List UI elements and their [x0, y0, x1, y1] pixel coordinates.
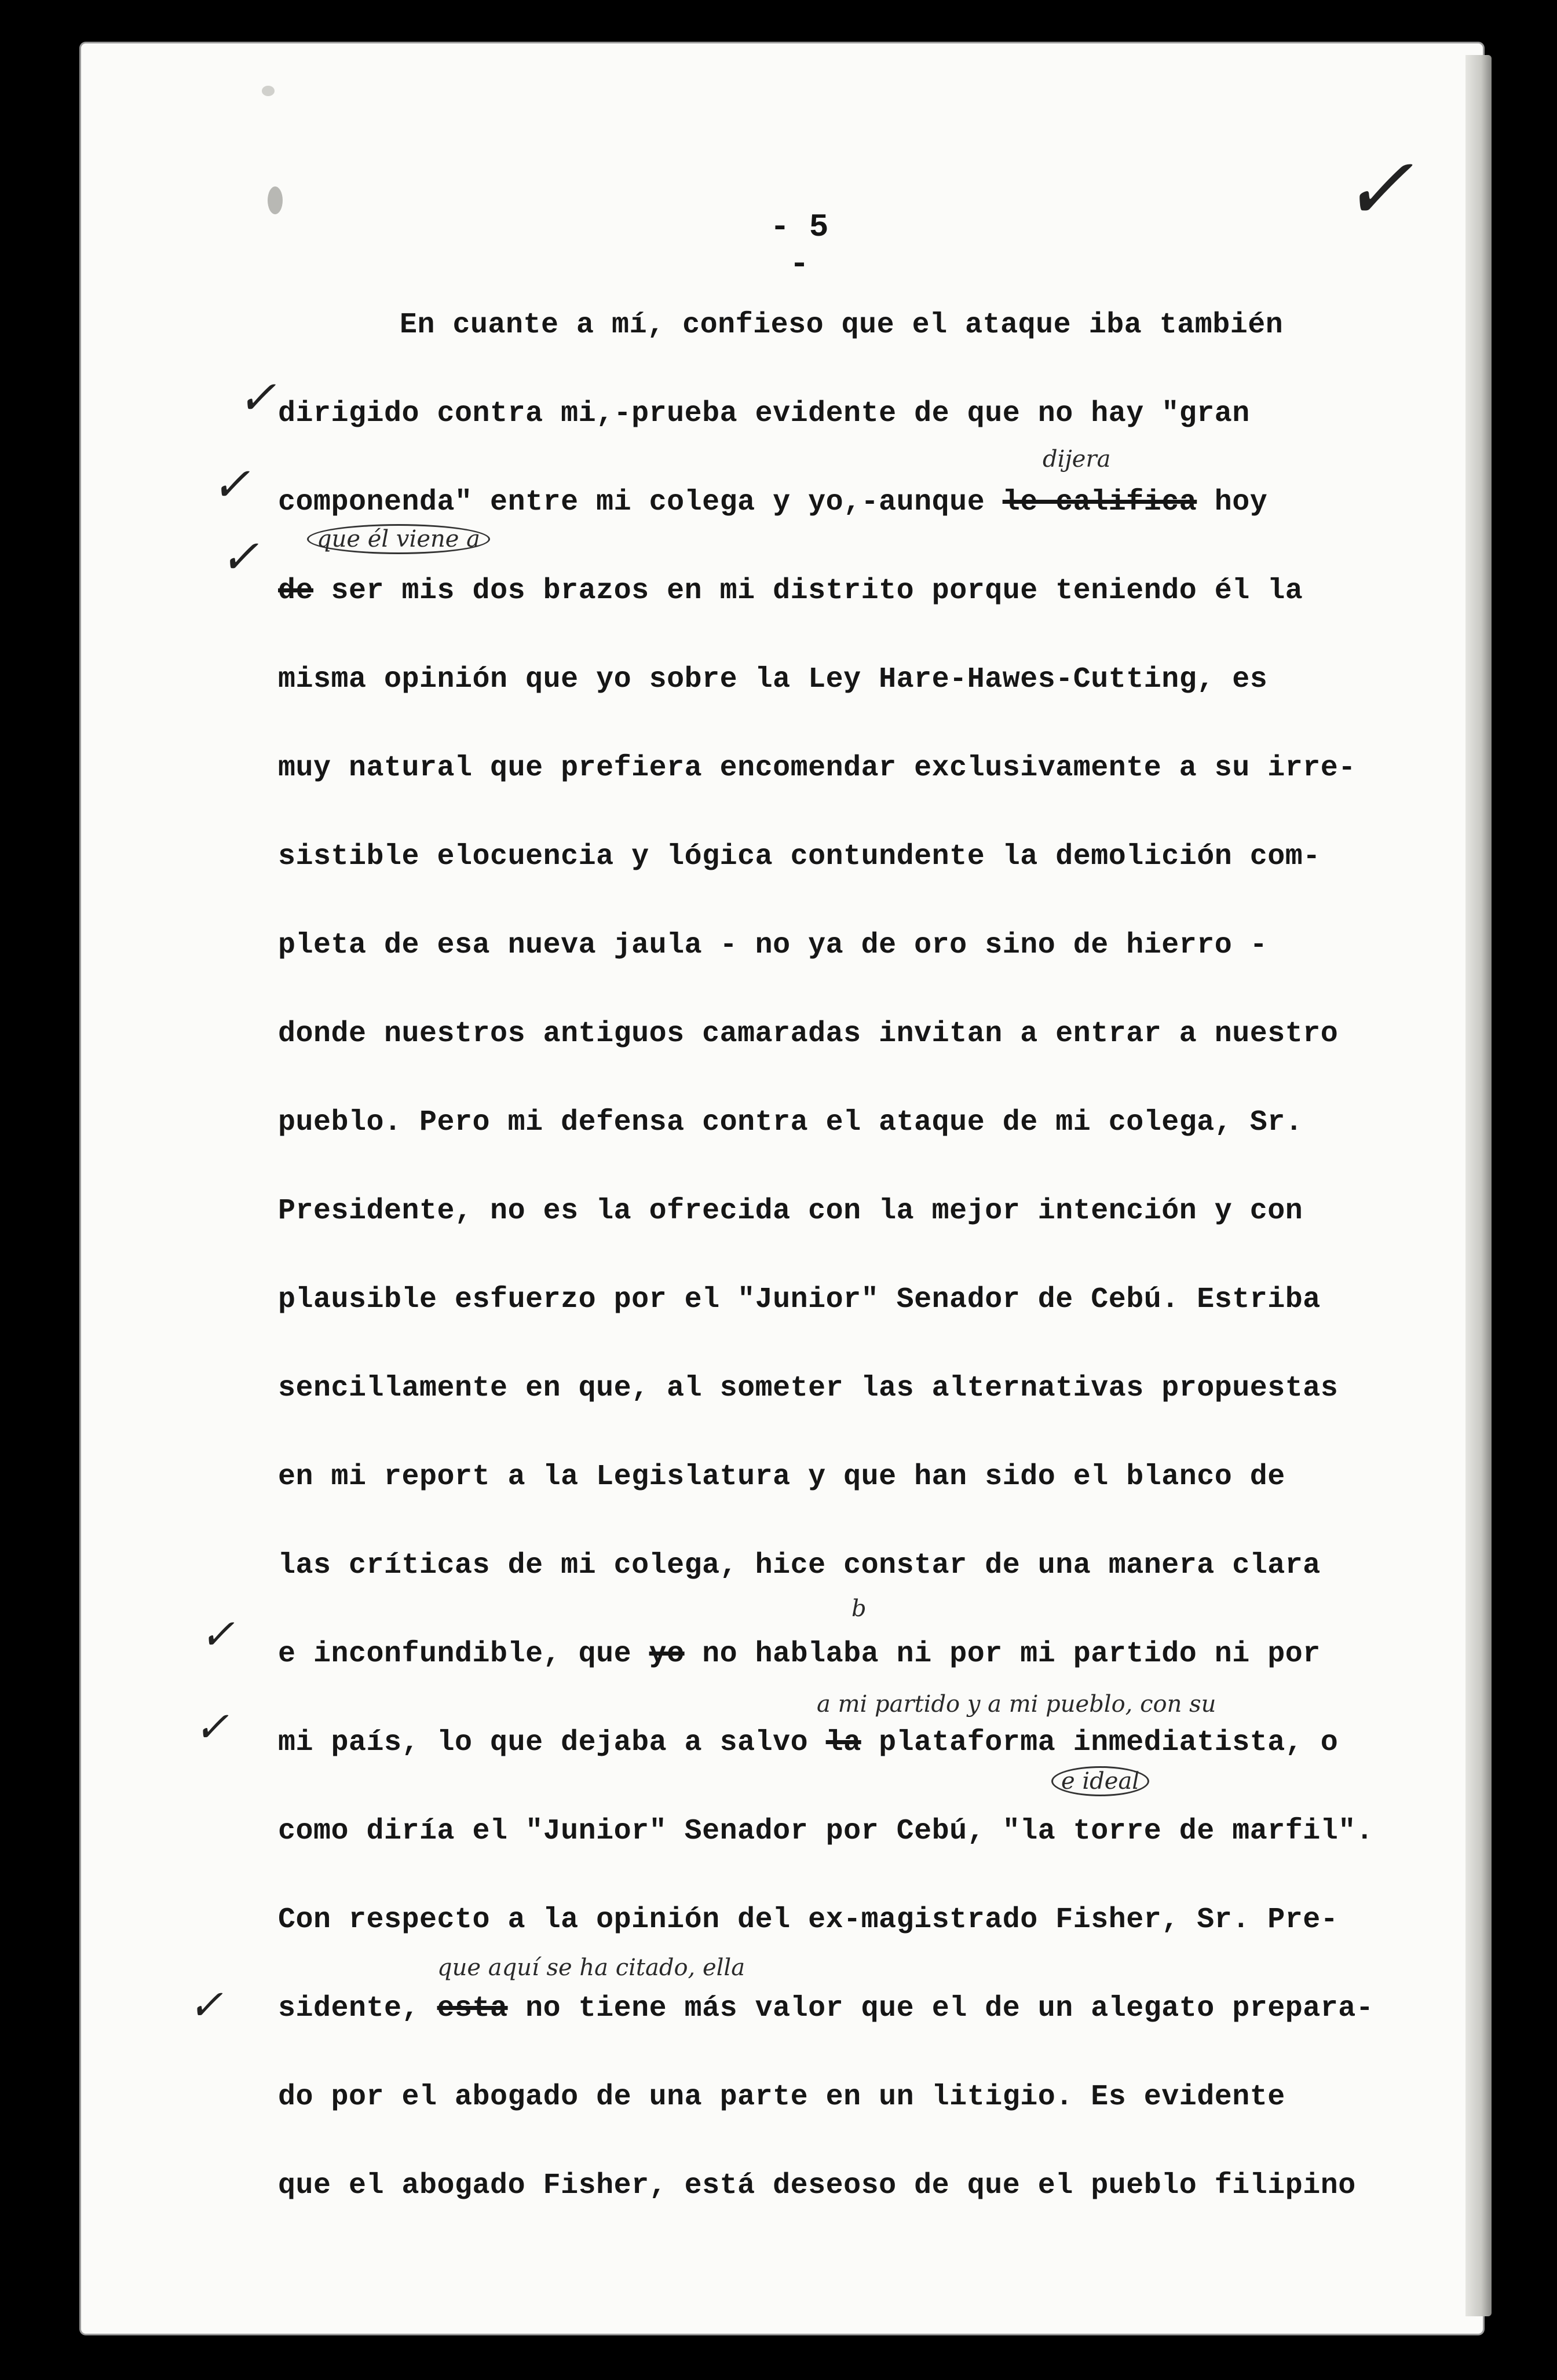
text-segment: en mi report a la Legislatura y que han sido el blanco de [278, 1460, 1285, 1493]
checkmark-icon: ✓ [188, 1980, 224, 2029]
text-segment: hoy [1197, 486, 1268, 519]
text-segment: que el abogado Fisher, está deseoso de que el pueblo filipino [278, 2169, 1356, 2202]
text-line [278, 1796, 1374, 1884]
checkmark-icon: ✓ [211, 457, 251, 511]
text-line [278, 1441, 1361, 1530]
text-segment: mi país, lo que dejaba a salvo [278, 1726, 826, 1759]
struck-text: la [825, 1726, 861, 1759]
text-line [278, 1087, 1361, 1176]
text-segment: sencillamente en que, al someter las alternativas propuestas [278, 1372, 1339, 1405]
text-segment: misma opinión que yo sobre la Ley Hare-Hawes-Cutting, es [278, 663, 1268, 696]
typed-text-body [278, 290, 1374, 2239]
text-segment: dirigido contra mi,-prueba evidente de que no hay "gran [278, 397, 1250, 430]
checkmark-icon: ✓ [194, 1702, 229, 1751]
text-segment: sidente, [278, 1992, 437, 2025]
handwritten-annotation: que aquí se ha citado, ella [437, 1954, 745, 1981]
text-segment: En cuante a mí, confieso que el ataque iba también [400, 309, 1284, 342]
text-segment: componenda" entre mi colega y yo,-aunque [278, 486, 1003, 519]
handwritten-annotation: b [851, 1595, 867, 1622]
text-segment: pleta de esa nueva jaula - no ya de oro sino de hierro - [278, 929, 1268, 962]
smudge-mark [262, 86, 275, 96]
text-line [278, 1176, 1361, 1264]
handwritten-annotation: e ideal [1051, 1766, 1149, 1796]
text-line [278, 1353, 1361, 1441]
text-segment: pueblo. Pero mi defensa contra el ataque de mi colega, Sr. [278, 1106, 1303, 1139]
handwritten-annotation: dijera [1043, 446, 1111, 473]
text-line [278, 644, 1361, 733]
text-segment: las críticas de mi colega, hice constar de una manera clara [278, 1549, 1321, 1582]
text-segment: donde nuestros antiguos camaradas invitan a entrar a nuestro [278, 1017, 1339, 1050]
text-line [278, 378, 1361, 467]
text-segment: e inconfundible, que [278, 1638, 649, 1671]
text-segment: no tiene más valor que el de un alegato prepara- [507, 1992, 1374, 2025]
text-line [278, 1973, 1374, 2062]
struck-text: de [278, 574, 314, 607]
smudge-mark [268, 186, 283, 214]
text-segment: plausible esfuerzo por el "Junior" Senador de Cebú. Estriba [278, 1283, 1321, 1316]
checkmark-icon: ✓ [200, 1610, 235, 1658]
text-segment: plataforma inmediatista, o [861, 1726, 1339, 1759]
text-line [278, 1707, 1361, 1796]
page-number: - 5 - [770, 208, 829, 283]
checkmark-icon: ✓ [1341, 139, 1414, 240]
text-line [278, 555, 1361, 644]
text-segment: sistible elocuencia y lógica contundente la demolición com- [278, 840, 1321, 873]
struck-text: esta [437, 1992, 508, 2025]
text-segment: como diría el "Junior" Senador por Cebú, "la torre de marfil". [278, 1815, 1374, 1848]
text-segment: Presidente, no es la ofrecida con la mejor intención y con [278, 1195, 1303, 1228]
text-segment: do por el abogado de una parte en un litigio. Es evidente [278, 2081, 1285, 2114]
checkmark-icon: ✓ [220, 530, 260, 584]
struck-text: le califica [1002, 486, 1197, 519]
text-line [278, 910, 1361, 998]
struck-text: yo [649, 1638, 685, 1671]
text-line [278, 998, 1361, 1087]
text-line [278, 1264, 1361, 1353]
text-line [278, 290, 1361, 378]
text-line [278, 2062, 1361, 2150]
text-line [278, 2150, 1361, 2239]
checkmark-icon: ✓ [237, 371, 277, 424]
handwritten-annotation: que él viene a [307, 524, 490, 554]
text-line [278, 733, 1361, 821]
handwritten-annotation: a mi partido y a mi pueblo, con su [817, 1691, 1216, 1718]
text-segment: no hablaba ni por mi partido ni por [684, 1638, 1321, 1671]
text-segment: ser mis dos brazos en mi distrito porque teniendo él la [313, 574, 1303, 607]
page-edge [1465, 55, 1492, 2316]
text-segment: Con respecto a la opinión del ex-magistrado Fisher, Sr. Pre- [278, 1903, 1339, 1936]
text-line [278, 1530, 1361, 1619]
text-line [278, 821, 1361, 910]
text-segment: muy natural que prefiera encomendar exclusivamente a su irre- [278, 752, 1356, 785]
